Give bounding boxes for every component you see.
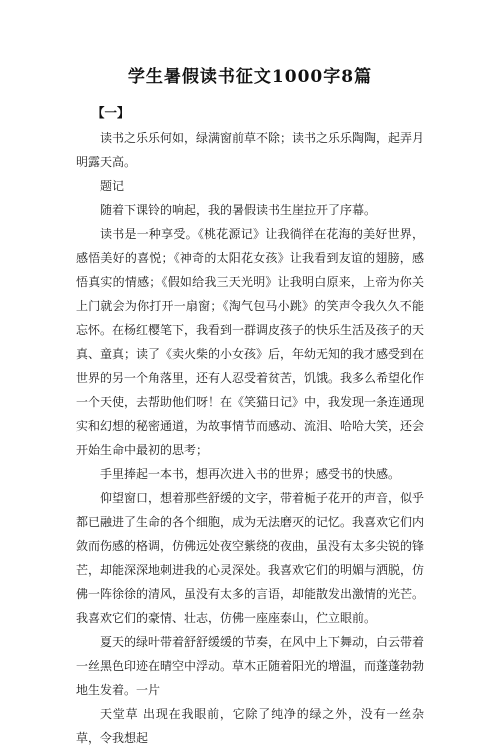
paragraph: 读书之乐乐何如，绿满窗前草不除；读书之乐乐陶陶，起弄月明露天高。 — [76, 131, 425, 169]
document-title: 学生暑假读书征文1000字8篇 — [127, 67, 373, 87]
paragraph: 仰望窗口，想着那些舒缓的文字，带着栀子花开的声音，似乎都已融进了生命的各个细胞，成为无法磨灭的记忆。我喜欢它们内敛而伤感的格调，仿佛远处夜空紫绕的夜曲，虽没有太多尖锐的锋芒，却能深深地刺进我的心灵深处。我喜欢它们的明媚与洒脱，仿佛一阵徐徐的清风，虽没有太多的言语，却能散发出激情的光芒。我喜欢它们的豪情、壮志，仿佛一座座泰山，伫立眼前。 — [76, 491, 425, 625]
document-body — [76, 126, 424, 750]
paragraph: 夏天的绿叶带着舒舒缓缓的节奏，在风中上下舞动，白云带着一丝黑色印迹在晴空中浮动。草木正随着阳光的增温，而蓬蓬勃勃地生发着。一片 — [76, 635, 425, 697]
paragraph: 手里捧起一本书，想再次进入书的世界；感受书的快感。 — [100, 467, 401, 481]
section-heading: 【一】 — [92, 105, 130, 120]
paragraph: 题记 — [100, 179, 125, 193]
paragraph: 随着下课铃的响起，我的暑假读书生崖拉开了序幕。 — [100, 203, 377, 217]
paragraph: 天堂草 出现在我眼前，它除了纯净的绿之外，没有一丝杂草，令我想起 — [76, 707, 424, 745]
paragraph: 读书是一种享受。《桃花源记》让我徜徉在花海的美好世界，感悟美好的喜悦；《神奇的太阳花女孩》让我看到友谊的翅膀，感悟真实的情感；《假如给我三天光明》让我明白原来，上帝为你关上门就会为你打开一扇窗；《淘气包马小跳》的笑声令我久久不能忘怀。在杨红樱笔下，我看到一群调皮孩子的快乐生活及孩子的天真、童真；读了《卖火柴的小女孩》后，年幼无知的我才感受到在世界的另一个角落里，还有人忍受着贫苦，饥饿。我多么希望化作一个天使，去帮助他们呀！在《笑猫日记》中，我发现一条连通现实和幻想的秘密通道，为故事情节而感动、流泪、哈哈大笑，还会开始生命中最初的思考； — [76, 227, 425, 457]
